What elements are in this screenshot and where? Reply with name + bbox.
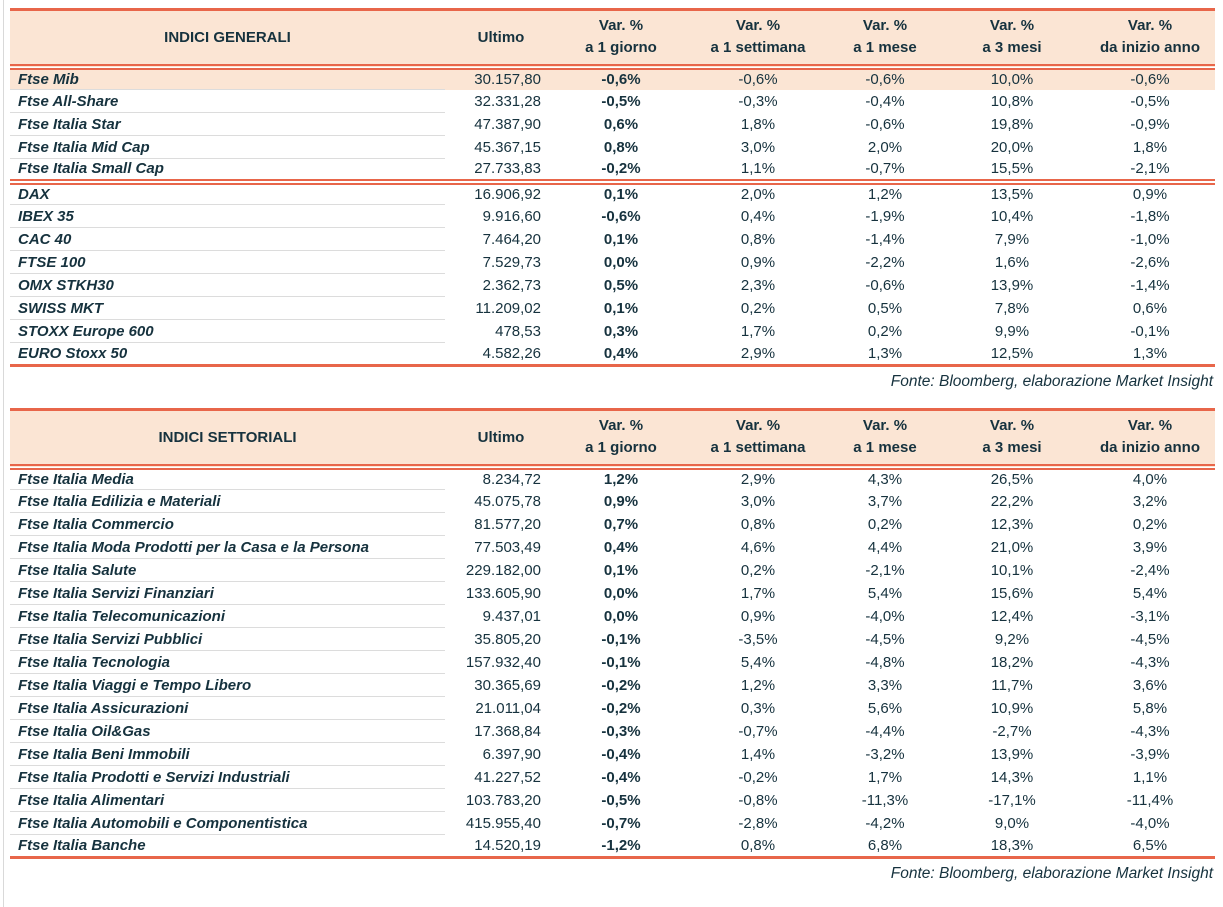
var-value: 21,0% <box>990 538 1034 556</box>
var-value: 3,0% <box>740 492 776 510</box>
last-value: 11.209,02 <box>475 299 541 317</box>
column-header-var-1-giorno <box>557 410 685 467</box>
last-value: 4.582,26 <box>445 343 557 366</box>
index-name: Ftse Italia Salute <box>10 559 445 582</box>
var-value: 18,3% <box>939 835 1085 858</box>
table-row <box>10 228 1215 251</box>
var-value: 10,8% <box>990 92 1034 110</box>
column-header-var-1-settimana <box>685 410 831 467</box>
var-value: 0,0% <box>603 253 639 271</box>
var-value: 1,1% <box>1132 768 1168 786</box>
index-name: Ftse Italia Edilizia e Materiali <box>10 490 445 513</box>
var-value: 0,6% <box>1132 299 1168 317</box>
last-value: 27.733,83 <box>474 160 541 177</box>
var-value: 9,2% <box>994 630 1030 648</box>
table-row <box>10 697 1215 720</box>
table-row <box>10 205 1215 228</box>
var-value: -0,2% <box>738 768 778 786</box>
var-value: -0,2% <box>601 160 641 177</box>
index-name: IBEX 35 <box>10 205 445 228</box>
sector-indices-header <box>10 410 1215 467</box>
last-value: 157.932,40 <box>465 653 541 671</box>
header-row <box>10 10 1215 67</box>
var-value: 1,8% <box>740 115 776 133</box>
last-value: 30.365,69 <box>474 676 541 694</box>
var-value: -4,5% <box>1130 630 1170 648</box>
table-row <box>10 90 1215 113</box>
var-value: -0,6% <box>685 67 831 90</box>
last-value: 478,53 <box>495 322 541 340</box>
var-label: Var. % <box>1127 417 1173 435</box>
var-value: -0,2% <box>601 699 641 717</box>
var-value: -2,1% <box>865 561 905 579</box>
var-value: -2,6% <box>1130 253 1170 271</box>
var-value: 0,4% <box>740 207 776 225</box>
period-label: a 3 mesi <box>982 439 1042 457</box>
var-value: 3,7% <box>867 492 903 510</box>
var-value: 1,7% <box>740 322 776 340</box>
index-name: EURO Stoxx 50 <box>10 343 445 366</box>
var-value: 15,5% <box>990 160 1034 177</box>
index-name: Ftse Italia Assicurazioni <box>10 697 445 720</box>
var-value: -0,6% <box>865 276 905 294</box>
var-value: 1,7% <box>740 584 776 602</box>
var-value: 26,5% <box>990 471 1034 488</box>
var-value: 22,2% <box>990 492 1034 510</box>
var-value: 7,8% <box>994 299 1030 317</box>
index-name: Ftse Italia Servizi Finanziari <box>10 582 445 605</box>
var-value: -4,4% <box>865 722 905 740</box>
table-row <box>10 136 1215 159</box>
var-value: 18,2% <box>990 653 1034 671</box>
var-value: -1,4% <box>865 230 905 248</box>
var-value: 10,1% <box>990 561 1034 579</box>
var-value: 11,7% <box>991 676 1033 694</box>
var-value: 1,2% <box>831 182 939 205</box>
var-value: -0,4% <box>601 745 641 763</box>
var-value: 0,9% <box>603 492 639 510</box>
var-value: -4,2% <box>865 814 905 832</box>
table-row <box>10 251 1215 274</box>
var-value: -0,8% <box>738 791 778 809</box>
header-row <box>10 410 1215 467</box>
index-name: Ftse Italia Moda Prodotti per la Casa e la Persona <box>10 536 445 559</box>
var-value: -0,2% <box>601 676 641 694</box>
index-name: Ftse Italia Beni Immobili <box>10 743 445 766</box>
var-value: -0,7% <box>601 814 641 832</box>
table-row <box>10 720 1215 743</box>
var-value: 9,0% <box>994 814 1030 832</box>
var-value: -4,3% <box>1130 722 1170 740</box>
last-value: 81.577,20 <box>474 515 541 533</box>
table-row <box>10 559 1215 582</box>
var-value: 0,9% <box>740 253 776 271</box>
index-name: Ftse Italia Viaggi e Tempo Libero <box>10 674 445 697</box>
var-value: 0,7% <box>603 515 639 533</box>
var-value: 0,2% <box>740 299 776 317</box>
var-value: -0,6% <box>865 115 905 133</box>
var-value: 4,0% <box>1132 471 1168 488</box>
var-value: -0,1% <box>601 653 641 671</box>
var-value: 3,6% <box>1132 676 1168 694</box>
var-value: 0,5% <box>867 299 903 317</box>
var-label: Var. % <box>862 17 908 35</box>
var-value: 0,2% <box>867 322 903 340</box>
last-value: 45.075,78 <box>474 492 541 510</box>
var-value: -2,8% <box>738 814 778 832</box>
var-value: -11,3% <box>861 791 909 809</box>
var-value: 0,0% <box>603 584 639 602</box>
table-row <box>10 674 1215 697</box>
last-value: 7.464,20 <box>482 230 541 248</box>
var-value: 0,4% <box>557 343 685 366</box>
table-row <box>10 490 1215 513</box>
var-value: -0,3% <box>738 92 778 110</box>
var-label: Var. % <box>862 417 908 435</box>
table-row <box>10 67 1215 90</box>
var-value: 2,3% <box>740 276 776 294</box>
column-header-var-1-giorno <box>557 10 685 67</box>
var-value: 13,9% <box>990 745 1034 763</box>
table-row <box>10 651 1215 674</box>
index-name: STOXX Europe 600 <box>10 320 445 343</box>
index-name: Ftse Italia Media <box>10 467 445 490</box>
var-value: 2,0% <box>685 182 831 205</box>
var-value: -0,7% <box>865 160 905 177</box>
var-label: Var. % <box>989 417 1035 435</box>
var-value: 10,0% <box>939 67 1085 90</box>
var-value: 20,0% <box>990 138 1034 156</box>
index-name: Ftse Italia Star <box>10 113 445 136</box>
table-row <box>10 159 1215 182</box>
var-value: 5,6% <box>867 699 903 717</box>
var-value: 3,9% <box>1132 538 1168 556</box>
var-value: -3,1% <box>1130 607 1170 625</box>
var-value: 12,5% <box>939 343 1085 366</box>
column-header-var-1-mese <box>831 410 939 467</box>
var-value: 4,4% <box>867 538 903 556</box>
sector-indices-body <box>10 467 1215 858</box>
source-note: Fonte: Bloomberg, elaborazione Market Insight <box>890 865 1213 882</box>
general-indices-table <box>10 8 1215 367</box>
var-value: 3,3% <box>867 676 903 694</box>
var-value: -2,1% <box>1130 160 1170 177</box>
period-label: da inizio anno <box>1100 439 1200 457</box>
last-value: 41.227,52 <box>474 768 541 786</box>
var-value: 1,8% <box>1132 138 1168 156</box>
period-label: a 3 mesi <box>982 39 1042 57</box>
var-value: 1,4% <box>740 745 776 763</box>
index-name: Ftse Italia Small Cap <box>10 159 445 182</box>
var-value: 13,9% <box>990 276 1034 294</box>
table-row <box>10 582 1215 605</box>
index-name: OMX STKH30 <box>10 274 445 297</box>
var-value: 14,3% <box>990 768 1034 786</box>
var-value: 0,0% <box>603 607 639 625</box>
var-value: 13,5% <box>939 182 1085 205</box>
index-name: Ftse Italia Automobili e Componentistica <box>10 812 445 835</box>
last-value: 9.916,60 <box>482 207 541 225</box>
var-value: -0,5% <box>1130 92 1170 110</box>
var-value: -0,9% <box>1130 115 1170 133</box>
table-row <box>10 812 1215 835</box>
var-label: Var. % <box>989 17 1035 35</box>
var-label: Var. % <box>598 17 644 35</box>
index-name: Ftse Italia Oil&Gas <box>10 720 445 743</box>
var-value: 1,6% <box>994 253 1030 271</box>
var-value: 0,1% <box>603 561 639 579</box>
var-value: -1,9% <box>865 207 905 225</box>
column-header-var-3-mesi <box>939 10 1085 67</box>
table-row <box>10 835 1215 858</box>
var-value: 10,4% <box>990 207 1034 225</box>
var-value: -11,4% <box>1126 791 1174 809</box>
column-header-var-inizio-anno <box>1085 10 1215 67</box>
table-row <box>10 182 1215 205</box>
index-name: Ftse Mib <box>10 67 445 90</box>
index-name: SWISS MKT <box>10 297 445 320</box>
var-value: -4,0% <box>865 607 905 625</box>
table-row <box>10 320 1215 343</box>
table-row <box>10 628 1215 651</box>
index-name: Ftse Italia Prodotti e Servizi Industriali <box>10 766 445 789</box>
var-value: 6,8% <box>831 835 939 858</box>
table-row <box>10 513 1215 536</box>
last-value: 229.182,00 <box>465 561 541 579</box>
var-value: -0,5% <box>601 92 641 110</box>
last-value: 32.331,28 <box>474 92 541 110</box>
general-indices-header <box>10 10 1215 67</box>
var-value: 0,9% <box>740 607 776 625</box>
var-label: Var. % <box>598 417 644 435</box>
var-value: -1,4% <box>1130 276 1170 294</box>
var-value: 0,8% <box>740 230 776 248</box>
var-value: -3,5% <box>738 630 778 648</box>
var-value: -0,6% <box>557 67 685 90</box>
var-value: 0,2% <box>740 561 776 579</box>
column-header-var-inizio-anno <box>1085 410 1215 467</box>
var-value: 15,6% <box>990 584 1034 602</box>
var-label: Var. % <box>735 17 781 35</box>
var-value: 1,1% <box>740 160 776 177</box>
var-value: 0,4% <box>603 538 639 556</box>
var-value: 5,8% <box>1132 699 1168 717</box>
sector-indices-table <box>10 408 1215 859</box>
var-value: -4,5% <box>865 630 905 648</box>
column-header-var-1-mese <box>831 10 939 67</box>
var-value: 0,3% <box>740 699 776 717</box>
var-value: -4,0% <box>1130 814 1170 832</box>
var-value: 0,1% <box>603 230 639 248</box>
var-label: Var. % <box>735 417 781 435</box>
var-value: -0,3% <box>601 722 641 740</box>
index-name: Ftse Italia Tecnologia <box>10 651 445 674</box>
last-value: 16.906,92 <box>445 182 557 205</box>
index-name: Ftse Italia Alimentari <box>10 789 445 812</box>
table-row <box>10 467 1215 490</box>
var-value: -2,2% <box>865 253 905 271</box>
source-note: Fonte: Bloomberg, elaborazione Market Insight <box>890 373 1213 390</box>
last-value: 9.437,01 <box>482 607 541 625</box>
var-value: 0,2% <box>867 515 903 533</box>
table-row <box>10 297 1215 320</box>
var-value: 3,0% <box>740 138 776 156</box>
var-value: -17,1% <box>988 791 1036 809</box>
table-row <box>10 789 1215 812</box>
var-value: 12,3% <box>990 515 1034 533</box>
general-indices-body <box>10 67 1215 366</box>
var-value: -3,9% <box>1130 745 1170 763</box>
var-value: 10,9% <box>990 699 1034 717</box>
var-value: 0,3% <box>603 322 639 340</box>
index-name: CAC 40 <box>10 228 445 251</box>
var-value: 2,0% <box>867 138 903 156</box>
var-value: -2,4% <box>1130 561 1170 579</box>
var-value: 0,8% <box>685 835 831 858</box>
var-value: -1,8% <box>1130 207 1170 225</box>
last-value: 47.387,90 <box>474 115 541 133</box>
table-row <box>10 536 1215 559</box>
var-value: 2,9% <box>740 471 776 488</box>
var-value: -0,6% <box>1085 67 1215 90</box>
column-header-var-3-mesi <box>939 410 1085 467</box>
table-row <box>10 605 1215 628</box>
spacer <box>10 401 1215 408</box>
table-title: INDICI GENERALI <box>10 10 445 67</box>
table-row <box>10 743 1215 766</box>
index-name: Ftse Italia Commercio <box>10 513 445 536</box>
page-left-edge <box>3 0 4 907</box>
var-value: -4,3% <box>1130 653 1170 671</box>
last-value: 103.783,20 <box>465 791 541 809</box>
var-value: 4,3% <box>867 471 903 488</box>
index-name: Ftse Italia Telecomunicazioni <box>10 605 445 628</box>
var-value: 12,4% <box>990 607 1034 625</box>
last-value: 8.234,72 <box>482 471 541 488</box>
var-value: 3,2% <box>1132 492 1168 510</box>
var-value: -0,1% <box>1130 322 1170 340</box>
var-value: -0,1% <box>601 630 641 648</box>
var-value: 0,9% <box>1085 182 1215 205</box>
last-value: 35.805,20 <box>474 630 541 648</box>
table-title: INDICI SETTORIALI <box>10 410 445 467</box>
period-label: a 1 settimana <box>710 439 806 457</box>
last-value: 45.367,15 <box>474 138 541 156</box>
var-value: 1,2% <box>603 471 639 488</box>
last-value: 77.503,49 <box>474 538 541 556</box>
var-value: 0,6% <box>603 115 639 133</box>
var-value: -0,4% <box>865 92 905 110</box>
last-value: 30.157,80 <box>445 67 557 90</box>
var-value: -4,8% <box>865 653 905 671</box>
var-value: -0,7% <box>738 722 778 740</box>
var-value: 5,4% <box>740 653 776 671</box>
var-value: 5,4% <box>1132 584 1168 602</box>
period-label: da inizio anno <box>1100 39 1200 57</box>
period-label: a 1 settimana <box>710 39 806 57</box>
last-value: 7.529,73 <box>482 253 541 271</box>
last-value: 14.520,19 <box>445 835 557 858</box>
var-value: 0,8% <box>740 515 776 533</box>
var-value: 0,5% <box>603 276 639 294</box>
var-value: -1,2% <box>557 835 685 858</box>
last-value: 21.011,04 <box>475 699 541 717</box>
var-value: -2,7% <box>992 722 1032 740</box>
period-label: a 1 giorno <box>585 439 657 457</box>
last-value: 133.605,90 <box>465 584 541 602</box>
index-name: FTSE 100 <box>10 251 445 274</box>
index-name: DAX <box>10 182 445 205</box>
last-value: 2.362,73 <box>482 276 541 294</box>
column-header-var-1-settimana <box>685 10 831 67</box>
table-row <box>10 274 1215 297</box>
table-row <box>10 113 1215 136</box>
period-label: a 1 mese <box>853 439 917 457</box>
var-value: -0,6% <box>601 207 641 225</box>
last-value: 17.368,84 <box>474 722 541 740</box>
column-header-ultimo: Ultimo <box>445 10 557 67</box>
period-label: a 1 mese <box>853 39 917 57</box>
var-value: 4,6% <box>740 538 776 556</box>
var-value: -1,0% <box>1130 230 1170 248</box>
var-value: 1,3% <box>831 343 939 366</box>
var-value: -0,6% <box>831 67 939 90</box>
var-value: 0,8% <box>603 138 639 156</box>
var-value: 0,2% <box>1132 515 1168 533</box>
var-value: 19,8% <box>990 115 1034 133</box>
last-value: 6.397,90 <box>482 745 541 763</box>
var-value: 1,2% <box>740 676 776 694</box>
var-value: 9,9% <box>994 322 1030 340</box>
last-value: 415.955,40 <box>465 814 541 832</box>
var-value: 1,7% <box>867 768 903 786</box>
index-name: Ftse Italia Banche <box>10 835 445 858</box>
var-value: -3,2% <box>865 745 905 763</box>
var-value: -0,4% <box>601 768 641 786</box>
var-label: Var. % <box>1127 17 1173 35</box>
column-header-ultimo: Ultimo <box>445 410 557 467</box>
period-label: a 1 giorno <box>585 39 657 57</box>
var-value: 0,1% <box>603 299 639 317</box>
index-name: Ftse Italia Servizi Pubblici <box>10 628 445 651</box>
table-row <box>10 343 1215 366</box>
table-row <box>10 766 1215 789</box>
var-value: 1,3% <box>1085 343 1215 366</box>
var-value: -0,5% <box>601 791 641 809</box>
var-value: 5,4% <box>867 584 903 602</box>
index-name: Ftse All-Share <box>10 90 445 113</box>
var-value: 6,5% <box>1085 835 1215 858</box>
var-value: 0,1% <box>557 182 685 205</box>
var-value: 7,9% <box>994 230 1030 248</box>
index-name: Ftse Italia Mid Cap <box>10 136 445 159</box>
var-value: 2,9% <box>685 343 831 366</box>
